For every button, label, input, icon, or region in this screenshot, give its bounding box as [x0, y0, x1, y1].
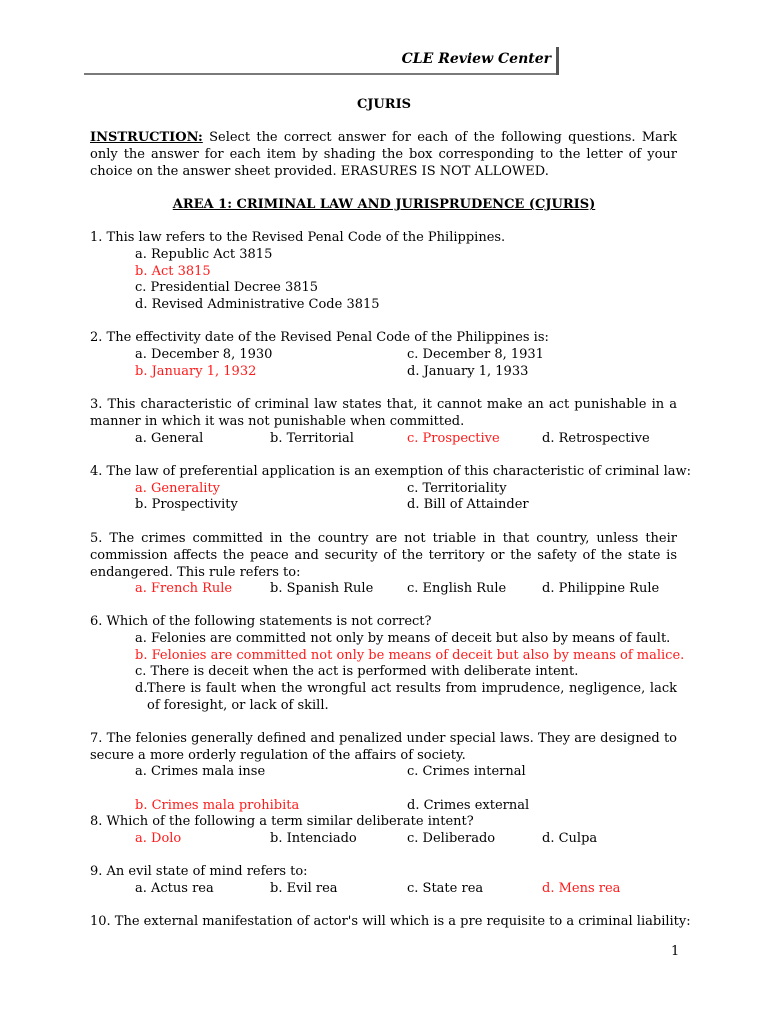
- area-title: AREA 1: CRIMINAL LAW AND JURISPRUDENCE (CJURIS): [172, 197, 596, 212]
- q9-option-c: c. State rea: [407, 881, 484, 896]
- q6-option-d-label: d.: [135, 681, 148, 696]
- q10-stem: 10. The external manifestation of actor's will which is a pre requisite to a criminal liability:: [90, 914, 691, 929]
- q3-option-b: b. Territorial: [270, 431, 354, 446]
- q6-option-a: a. Felonies are committed not only by means of deceit but also by means of fault.: [135, 631, 671, 646]
- q4-option-b: b. Prospectivity: [135, 497, 238, 512]
- q9-stem: 9. An evil state of mind refers to:: [90, 864, 308, 879]
- q2-stem: 2. The effectivity date of the Revised Penal Code of the Philippines is:: [90, 330, 549, 345]
- q4-option-d: d. Bill of Attainder: [407, 497, 529, 512]
- q8-option-a: a. Dolo: [135, 831, 182, 846]
- q5-option-c: c. English Rule: [407, 581, 507, 596]
- q3-option-a: a. General: [135, 431, 204, 446]
- q5-stem: 5. The crimes committed in the country are not triable in that country, unless their commission affects the peace and security of the territory or the safety of the state is endangered. This rule refers to:: [90, 531, 677, 580]
- q6-option-b: b. Felonies are committed not only be means of deceit but also by means of malice.: [135, 648, 685, 663]
- instruction-label: INSTRUCTION:: [90, 130, 203, 145]
- header-rule: [84, 73, 558, 75]
- q9-option-d: d. Mens rea: [542, 881, 621, 896]
- q5-option-a: a. French Rule: [135, 581, 233, 596]
- header-center-name: CLE Review Center: [401, 51, 551, 67]
- q6-option-c: c. There is deceit when the act is performed with deliberate intent.: [135, 664, 579, 679]
- q3-option-c: c. Prospective: [407, 431, 500, 446]
- q1-option-c: c. Presidential Decree 3815: [135, 280, 319, 295]
- q1-stem: 1. This law refers to the Revised Penal Code of the Philippines.: [90, 230, 506, 245]
- q2-option-b: b. January 1, 1932: [135, 364, 257, 379]
- q8-stem: 8. Which of the following a term similar deliberate intent?: [90, 814, 474, 829]
- q8-option-d: d. Culpa: [542, 831, 598, 846]
- q1-option-a: a. Republic Act 3815: [135, 247, 273, 262]
- q3-stem: 3. This characteristic of criminal law states that, it cannot make an act punishable in a manner in which it was not punishable when committed.: [90, 397, 677, 429]
- document-title: CJURIS: [356, 97, 412, 112]
- q2-option-c: c. December 8, 1931: [407, 347, 544, 362]
- q6-option-d: There is fault when the wrongful act results from imprudence, negligence, lack of foresight, or lack of skill.: [147, 681, 677, 713]
- q4-option-c: c. Territoriality: [407, 481, 507, 496]
- q3-option-d: d. Retrospective: [542, 431, 650, 446]
- q7-option-b: b. Crimes mala prohibita: [135, 798, 300, 813]
- q7-stem: 7. The felonies generally defined and penalized under special laws. They are designed to secure a more orderly regulation of the affairs of society.: [90, 731, 677, 763]
- q7-option-d: d. Crimes external: [407, 798, 530, 813]
- q2-option-a: a. December 8, 1930: [135, 347, 273, 362]
- q4-option-a: a. Generality: [135, 481, 221, 496]
- q5-option-d: d. Philippine Rule: [542, 581, 660, 596]
- q7-option-a: a. Crimes mala inse: [135, 764, 266, 779]
- instruction-text: Select the correct answer for each of the following questions. Mark only the answer for each item by shading the box corresponding to the letter of your choice on the answer sheet provided. ERASURES IS NOT ALLOWED.: [90, 130, 677, 179]
- q8-option-c: c. Deliberado: [407, 831, 496, 846]
- header-vertical-bar: [556, 47, 559, 75]
- q1-option-b: b. Act 3815: [135, 264, 211, 279]
- q9-option-b: b. Evil rea: [270, 881, 338, 896]
- page-number: 1: [671, 944, 680, 959]
- q7-option-c: c. Crimes internal: [407, 764, 526, 779]
- q8-option-b: b. Intenciado: [270, 831, 357, 846]
- q1-option-d: d. Revised Administrative Code 3815: [135, 297, 380, 312]
- q5-option-b: b. Spanish Rule: [270, 581, 374, 596]
- q2-option-d: d. January 1, 1933: [407, 364, 529, 379]
- q6-stem: 6. Which of the following statements is not correct?: [90, 614, 432, 629]
- q4-stem: 4. The law of preferential application is an exemption of this characteristic of criminal law:: [90, 464, 692, 479]
- q9-option-a: a. Actus rea: [135, 881, 214, 896]
- instruction-paragraph: [90, 129, 677, 180]
